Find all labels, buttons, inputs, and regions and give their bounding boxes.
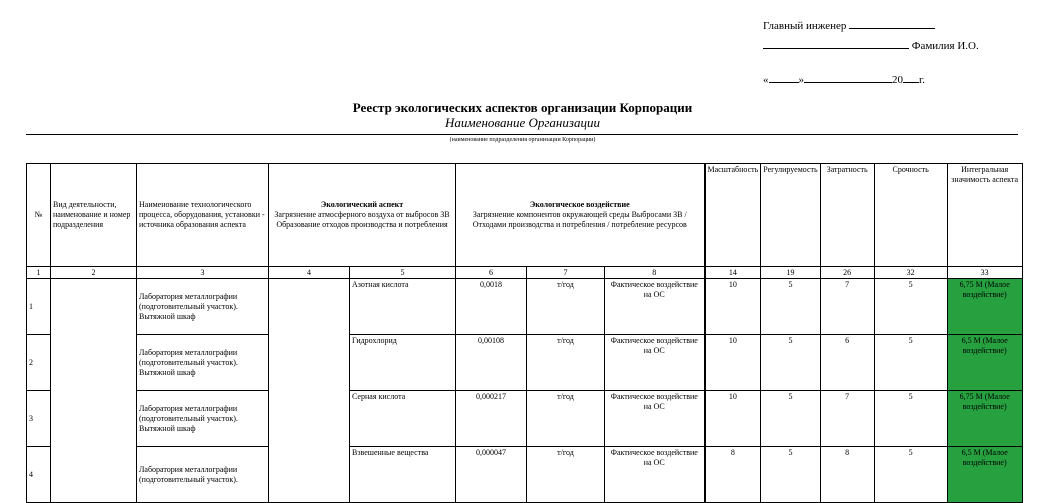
scale-cell: 10: [705, 279, 761, 335]
header-impact: Экологическое воздействие Загрязнение компонентов окружающей среды Выбросами ЗВ / Отходами производства и потребления / потребление ресурсов: [456, 164, 705, 267]
col-number: 3: [137, 267, 269, 279]
urgency-cell: 5: [874, 391, 947, 447]
cost-cell: 8: [820, 447, 874, 503]
page-title: Реестр экологических аспектов организации Корпорации: [352, 100, 693, 115]
header-cost: Затратность: [820, 164, 874, 267]
row-index: 1: [27, 279, 51, 335]
col-number: 2: [51, 267, 137, 279]
row-index: 2: [27, 335, 51, 391]
approval-chief-engineer: Главный инженер: [763, 16, 1033, 36]
unit-cell: т/год: [527, 335, 605, 391]
title-block: [0, 100, 1045, 130]
impact-cell: Фактическое воздействие на ОС: [605, 279, 705, 335]
aspect-group-cell: [269, 279, 350, 503]
row-index: 3: [27, 391, 51, 447]
cost-cell: 6: [820, 335, 874, 391]
urgency-cell: 5: [874, 279, 947, 335]
integral-cell: 6,5 М (Малое воздействие): [947, 335, 1022, 391]
integral-cell: 6,5 М (Малое воздействие): [947, 447, 1022, 503]
scale-cell: 8: [705, 447, 761, 503]
unit-cell: т/год: [527, 447, 605, 503]
table-row: [27, 279, 1023, 335]
col-number: 1: [27, 267, 51, 279]
col-number: 8: [605, 267, 705, 279]
regulation-cell: 5: [761, 279, 820, 335]
integral-cell: 6,75 М (Малое воздействие): [947, 391, 1022, 447]
process-cell: Лаборатория металлографии (подготовительный участок).: [137, 447, 269, 503]
register-table: [26, 163, 1023, 503]
org-underline: [26, 134, 1018, 135]
amount-cell: 0,0018: [456, 279, 527, 335]
col-number: 32: [874, 267, 947, 279]
col-number: 4: [269, 267, 350, 279]
unit-cell: т/год: [527, 279, 605, 335]
cost-cell: 7: [820, 279, 874, 335]
impact-cell: Фактическое воздействие на ОС: [605, 447, 705, 503]
org-name: Наименование Организации: [445, 115, 600, 130]
header-activity: Вид деятельности, наименование и номер подразделения: [51, 164, 137, 267]
numbering-row: [27, 267, 1023, 279]
col-number: 33: [947, 267, 1022, 279]
amount-cell: 0,00108: [456, 335, 527, 391]
header-urgency: Срочность: [874, 164, 947, 267]
col-number: 14: [705, 267, 761, 279]
col-number: 5: [350, 267, 456, 279]
substance-cell: Серная кислота: [350, 391, 456, 447]
cost-cell: 7: [820, 391, 874, 447]
table-row: [27, 447, 1023, 503]
urgency-cell: 5: [874, 335, 947, 391]
regulation-cell: 5: [761, 391, 820, 447]
org-hint: (наименование подразделения организации Корпорации): [449, 137, 596, 143]
amount-cell: 0,000217: [456, 391, 527, 447]
col-number: 6: [456, 267, 527, 279]
integral-cell: 6,75 М (Малое воздействие): [947, 279, 1022, 335]
approval-name-line: Фамилия И.О.: [763, 36, 1033, 56]
header-regulation: Регулируемость: [761, 164, 820, 267]
process-cell: Лаборатория металлографии (подготовительный участок). Вытяжной шкаф: [137, 335, 269, 391]
amount-cell: 0,000047: [456, 447, 527, 503]
signature-line: [849, 16, 935, 29]
scale-cell: 10: [705, 335, 761, 391]
impact-cell: Фактическое воздействие на ОС: [605, 391, 705, 447]
substance-cell: Азотная кислота: [350, 279, 456, 335]
unit-cell: т/год: [527, 391, 605, 447]
header-no: №: [27, 164, 51, 267]
table-row: [27, 335, 1023, 391]
header-row: [27, 164, 1023, 267]
substance-cell: Взвешенные вещества: [350, 447, 456, 503]
table-row: [27, 391, 1023, 447]
header-scale: Масштабность: [705, 164, 761, 267]
regulation-cell: 5: [761, 335, 820, 391]
col-number: 19: [761, 267, 820, 279]
header-process: Наименование технологического процесса, оборудования, установки - источника образования аспекта: [137, 164, 269, 267]
header-integral: Интегральная значимость аспекта: [947, 164, 1022, 267]
process-cell: Лаборатория металлографии (подготовительный участок). Вытяжной шкаф: [137, 279, 269, 335]
header-aspect: Экологический аспект Загрязнение атмосферного воздуха от выбросов ЗВ Образование отходов производства и потребления: [269, 164, 456, 267]
approval-date-line: « » 20 г.: [763, 70, 1033, 90]
regulation-cell: 5: [761, 447, 820, 503]
impact-cell: Фактическое воздействие на ОС: [605, 335, 705, 391]
col-number: 7: [527, 267, 605, 279]
signature-line: [763, 36, 909, 49]
urgency-cell: 5: [874, 447, 947, 503]
activity-cell: [51, 279, 137, 503]
row-index: 4: [27, 447, 51, 503]
col-number: 26: [820, 267, 874, 279]
substance-cell: Гидрохлорид: [350, 335, 456, 391]
approval-block: [763, 16, 1033, 90]
process-cell: Лаборатория металлографии (подготовительный участок). Вытяжной шкаф: [137, 391, 269, 447]
scale-cell: 10: [705, 391, 761, 447]
